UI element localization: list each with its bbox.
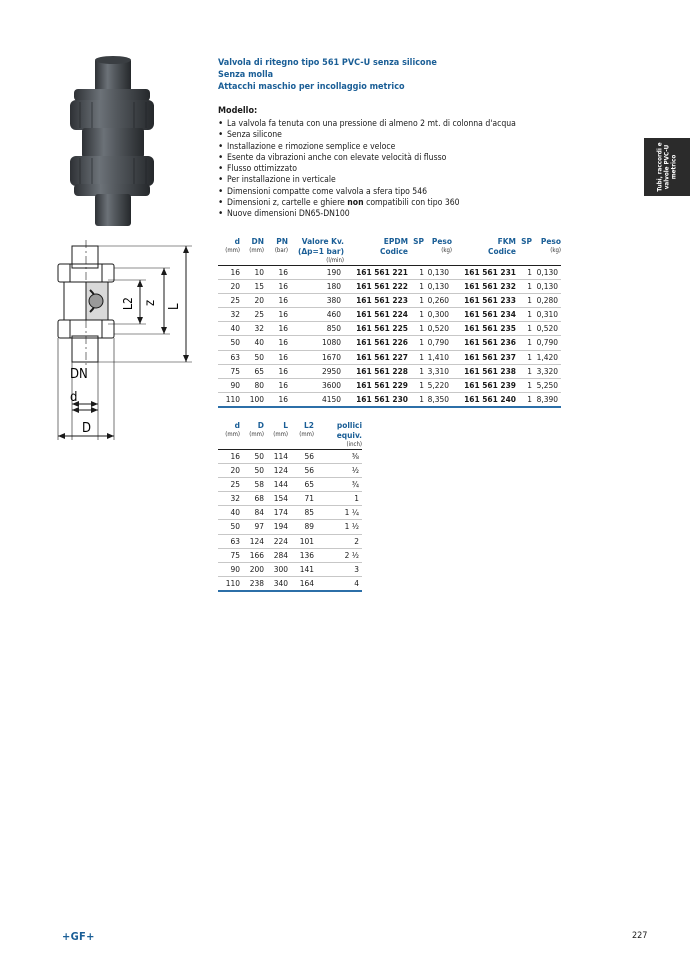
- table-cell: 190: [288, 266, 344, 280]
- table-cell: 194: [264, 520, 288, 534]
- table-cell: 100: [240, 392, 264, 407]
- col-header-dn: [240, 236, 264, 266]
- col-header-label: D: [257, 420, 264, 430]
- table-cell: 80: [240, 378, 264, 392]
- table-cell: 75: [218, 364, 240, 378]
- dim-label-z: z: [143, 299, 158, 306]
- table-cell: 40: [218, 322, 240, 336]
- table-cell: 1: [516, 294, 532, 308]
- col-header-unit: (mm): [225, 247, 240, 254]
- col-header-kv: [288, 236, 344, 266]
- col-header-label: (Δp=1 bar): [297, 246, 344, 256]
- table-cell: 238: [240, 576, 264, 591]
- table-cell: 1,410: [424, 350, 452, 364]
- feature-item: • Per installazione in verticale: [218, 175, 578, 186]
- technical-drawing: [50, 240, 200, 450]
- col-header-unit: (kg): [441, 247, 452, 254]
- table-cell: 110: [218, 576, 240, 591]
- col-header-pn: [264, 236, 288, 266]
- col-header-label: Peso: [540, 236, 561, 246]
- table-cell: 68: [240, 492, 264, 506]
- table-cell: 161 561 235: [452, 322, 516, 336]
- table-cell: 32: [218, 492, 240, 506]
- col-header-d: [218, 420, 240, 450]
- table-cell: 20: [240, 294, 264, 308]
- col-header-unit: (kg): [550, 247, 561, 254]
- col-header-sp: [408, 236, 424, 266]
- table-cell: 154: [264, 492, 288, 506]
- table-cell: 0,260: [424, 294, 452, 308]
- table-cell: 161 561 224: [344, 308, 408, 322]
- table-row: [218, 520, 362, 534]
- table-cell: 101: [288, 534, 314, 548]
- table-row: [218, 308, 561, 322]
- table-cell: 15: [240, 280, 264, 294]
- table-cell: 97: [240, 520, 264, 534]
- table-cell: 0,130: [532, 280, 561, 294]
- table-cell: 1: [408, 350, 424, 364]
- table-cell: 4: [314, 576, 362, 591]
- col-header-label: EPDM: [383, 236, 408, 246]
- table-row: [218, 492, 362, 506]
- table-cell: 32: [240, 322, 264, 336]
- col-header-label: L: [283, 420, 288, 430]
- table-cell: ½: [314, 464, 362, 478]
- table-cell: 16: [264, 280, 288, 294]
- table-cell: 3: [314, 562, 362, 576]
- table-cell: 224: [264, 534, 288, 548]
- table-cell: 16: [264, 378, 288, 392]
- table-cell: 50: [240, 464, 264, 478]
- table-cell: 40: [218, 506, 240, 520]
- feature-item: • Installazione e rimozione semplice e veloce: [218, 142, 578, 153]
- table-cell: 1: [516, 392, 532, 407]
- chapter-tab-line: metrico: [670, 154, 678, 180]
- table-cell: 161 561 238: [452, 364, 516, 378]
- table-cell: 5,250: [532, 378, 561, 392]
- col-header-length: [264, 420, 288, 450]
- table-cell: 1 ¼: [314, 506, 362, 520]
- table-cell: 0,130: [424, 280, 452, 294]
- col-header-label: pollici: [336, 420, 362, 430]
- table-cell: 8,350: [424, 392, 452, 407]
- table-cell: 0,300: [424, 308, 452, 322]
- table-cell: 174: [264, 506, 288, 520]
- table-cell: 85: [288, 506, 314, 520]
- table-cell: 1: [408, 280, 424, 294]
- table-cell: 16: [264, 294, 288, 308]
- dim-label-l2: L2: [121, 297, 135, 310]
- table-cell: 65: [240, 364, 264, 378]
- feature-list: [218, 119, 578, 221]
- table-header-row: [218, 236, 561, 266]
- feature-text: Dimensioni z, cartelle e ghiere: [227, 198, 348, 209]
- table-cell: 90: [218, 562, 240, 576]
- table-cell: 0,790: [424, 336, 452, 350]
- table-cell: 1080: [288, 336, 344, 350]
- col-header-label: Valore Kv.: [301, 236, 344, 246]
- chapter-tab[interactable]: [644, 138, 690, 196]
- table-cell: 90: [218, 378, 240, 392]
- table-cell: 124: [240, 534, 264, 548]
- table-row: [218, 562, 362, 576]
- feature-item: • Nuove dimensioni DN65-DN100: [218, 209, 578, 220]
- table-row: [218, 478, 362, 492]
- table-row: [218, 506, 362, 520]
- col-header-inch: [314, 420, 362, 450]
- col-header-label: Peso: [431, 236, 452, 246]
- table-cell: 3600: [288, 378, 344, 392]
- table-cell: 164: [288, 576, 314, 591]
- product-code-table-body: [218, 266, 561, 407]
- table-cell: 1: [516, 364, 532, 378]
- table-row: [218, 534, 362, 548]
- col-header-label: DN: [251, 236, 264, 246]
- table-cell: 25: [240, 308, 264, 322]
- chapter-tab-line: Tubi, raccordi e: [656, 142, 664, 192]
- table-cell: ¾: [314, 478, 362, 492]
- table-cell: 0,310: [532, 308, 561, 322]
- table-cell: 0,130: [424, 266, 452, 280]
- col-header-unit: (l/min): [326, 257, 344, 264]
- table-cell: 1: [516, 322, 532, 336]
- table-cell: 1: [516, 336, 532, 350]
- table-cell: 56: [288, 450, 314, 464]
- col-header-unit: (bar): [274, 247, 288, 254]
- col-header-weight: [424, 236, 452, 266]
- table-cell: 1670: [288, 350, 344, 364]
- table-cell: 161 561 222: [344, 280, 408, 294]
- col-header-epdm-code: [344, 236, 408, 266]
- col-header-label: PN: [276, 236, 288, 246]
- feature-item: • Esente da vibrazioni anche con elevate velocità di flusso: [218, 153, 578, 164]
- col-header-l2: [288, 420, 314, 450]
- table-cell: 166: [240, 548, 264, 562]
- table-cell: 10: [240, 266, 264, 280]
- table-cell: 16: [264, 336, 288, 350]
- table-row: [218, 336, 561, 350]
- table-cell: 71: [288, 492, 314, 506]
- dim-label-d-small: d: [70, 390, 78, 405]
- table-cell: 16: [264, 350, 288, 364]
- table-cell: 161 561 234: [452, 308, 516, 322]
- table-cell: 0,790: [532, 336, 561, 350]
- table-cell: 0,130: [532, 266, 561, 280]
- table-cell: 161 561 232: [452, 280, 516, 294]
- col-header-fkm-code: [452, 236, 516, 266]
- table-cell: 284: [264, 548, 288, 562]
- table-cell: 161 561 239: [452, 378, 516, 392]
- table-cell: 16: [218, 450, 240, 464]
- table-cell: 1: [516, 266, 532, 280]
- table-row: [218, 450, 362, 464]
- table-cell: 63: [218, 350, 240, 364]
- table-cell: 1: [408, 336, 424, 350]
- col-header-d: [218, 236, 240, 266]
- col-header-label: SP: [413, 236, 424, 246]
- table-cell: 8,390: [532, 392, 561, 407]
- dimensions-table: [218, 420, 362, 592]
- feature-item: [218, 198, 578, 209]
- col-header-outer-d: [240, 420, 264, 450]
- table-cell: 0,520: [532, 322, 561, 336]
- col-header-unit: (mm): [249, 431, 264, 438]
- table-cell: 89: [288, 520, 314, 534]
- table-cell: 124: [264, 464, 288, 478]
- chapter-tab-line: valvole PVC-U: [663, 144, 671, 190]
- table-row: [218, 350, 561, 364]
- product-subtitle-spring: Senza molla: [218, 70, 274, 80]
- dim-label-dn: DN: [70, 367, 88, 382]
- product-subtitle-connection: Attacchi maschio per incollaggio metrico: [218, 82, 405, 92]
- table-cell: 0,280: [532, 294, 561, 308]
- table-cell: 1: [408, 294, 424, 308]
- col-header-weight: [532, 236, 561, 266]
- table-cell: 40: [240, 336, 264, 350]
- col-header-sp: [516, 236, 532, 266]
- table-row: [218, 576, 362, 591]
- table-row: [218, 280, 561, 294]
- table-cell: 5,220: [424, 378, 452, 392]
- table-cell: 161 561 225: [344, 322, 408, 336]
- table-cell: 4150: [288, 392, 344, 407]
- model-heading: Modello:: [218, 106, 258, 116]
- table-cell: ⅜: [314, 450, 362, 464]
- table-cell: 1: [516, 350, 532, 364]
- table-cell: 1: [516, 308, 532, 322]
- feature-item: • Flusso ottimizzato: [218, 164, 578, 175]
- table-cell: 32: [218, 308, 240, 322]
- table-cell: 3,310: [424, 364, 452, 378]
- table-cell: 200: [240, 562, 264, 576]
- table-cell: 1,420: [532, 350, 561, 364]
- table-row: [218, 266, 561, 280]
- gf-logo: +GF+: [62, 930, 95, 943]
- col-header-label: equiv.: [336, 430, 362, 440]
- feature-text: compatibili con tipo 360: [363, 198, 460, 209]
- table-cell: 2950: [288, 364, 344, 378]
- table-cell: 1: [516, 280, 532, 294]
- table-cell: 84: [240, 506, 264, 520]
- table-row: [218, 464, 362, 478]
- table-cell: 161 561 226: [344, 336, 408, 350]
- table-cell: 161 561 237: [452, 350, 516, 364]
- table-cell: 141: [288, 562, 314, 576]
- table-cell: 20: [218, 464, 240, 478]
- table-cell: 161 561 240: [452, 392, 516, 407]
- table-cell: 161 561 233: [452, 294, 516, 308]
- table-cell: 460: [288, 308, 344, 322]
- table-cell: 1 ½: [314, 520, 362, 534]
- col-header-unit: (inch): [346, 441, 362, 448]
- dim-label-l: L: [167, 303, 182, 310]
- table-cell: 3,320: [532, 364, 561, 378]
- table-cell: 65: [288, 478, 314, 492]
- table-cell: 850: [288, 322, 344, 336]
- table-cell: 161 561 236: [452, 336, 516, 350]
- col-header-unit: (mm): [273, 431, 288, 438]
- table-cell: 1: [408, 266, 424, 280]
- table-cell: 161 561 227: [344, 350, 408, 364]
- table-cell: 161 561 229: [344, 378, 408, 392]
- table-cell: 1: [408, 308, 424, 322]
- col-header-label: Codice: [380, 246, 408, 256]
- col-header-label: Codice: [488, 246, 516, 256]
- table-cell: 180: [288, 280, 344, 294]
- table-cell: 1: [408, 378, 424, 392]
- table-cell: 1: [408, 364, 424, 378]
- table-row: [218, 548, 362, 562]
- table-cell: 16: [264, 392, 288, 407]
- table-cell: 114: [264, 450, 288, 464]
- table-cell: 50: [240, 350, 264, 364]
- table-row: [218, 322, 561, 336]
- table-cell: 136: [288, 548, 314, 562]
- table-cell: 161 561 231: [452, 266, 516, 280]
- table-cell: 50: [240, 450, 264, 464]
- col-header-label: d: [234, 236, 240, 246]
- feature-emphasis: non: [347, 198, 364, 209]
- table-cell: 1: [408, 322, 424, 336]
- table-cell: 161 561 230: [344, 392, 408, 407]
- table-cell: 16: [218, 266, 240, 280]
- table-cell: 58: [240, 478, 264, 492]
- col-header-unit: (mm): [225, 431, 240, 438]
- table-cell: 50: [218, 520, 240, 534]
- col-header-label: d: [234, 420, 240, 430]
- col-header-label: L2: [304, 420, 314, 430]
- col-header-unit: (mm): [299, 431, 314, 438]
- table-cell: 20: [218, 280, 240, 294]
- col-header-unit: (mm): [249, 247, 264, 254]
- table-cell: 380: [288, 294, 344, 308]
- table-cell: 16: [264, 364, 288, 378]
- table-cell: 2 ½: [314, 548, 362, 562]
- table-cell: 161 561 223: [344, 294, 408, 308]
- feature-item: • Dimensioni compatte come valvola a sfera tipo 546: [218, 187, 578, 198]
- table-cell: 340: [264, 576, 288, 591]
- dimensions-table-body: [218, 450, 362, 591]
- chapter-tab-label: [657, 138, 678, 196]
- table-cell: 110: [218, 392, 240, 407]
- table-cell: 161 561 221: [344, 266, 408, 280]
- table-cell: 0,520: [424, 322, 452, 336]
- table-row: [218, 392, 561, 407]
- product-photo: [62, 56, 162, 228]
- table-cell: 144: [264, 478, 288, 492]
- table-cell: 75: [218, 548, 240, 562]
- feature-item: • La valvola fa tenuta con una pressione di almeno 2 mt. di colonna d'acqua: [218, 119, 578, 130]
- col-header-label: FKM: [497, 236, 516, 246]
- dim-label-d-large: D: [82, 421, 92, 436]
- col-header-label: SP: [521, 236, 532, 246]
- table-cell: 16: [264, 308, 288, 322]
- product-title: Valvola di ritegno tipo 561 PVC-U senza silicone: [218, 58, 437, 68]
- product-title-block: [218, 57, 437, 93]
- table-row: [218, 364, 561, 378]
- table-cell: 25: [218, 294, 240, 308]
- table-cell: 16: [264, 322, 288, 336]
- table-cell: 50: [218, 336, 240, 350]
- table-cell: 2: [314, 534, 362, 548]
- table-row: [218, 294, 561, 308]
- table-cell: 1: [516, 378, 532, 392]
- table-cell: 161 561 228: [344, 364, 408, 378]
- table-cell: 56: [288, 464, 314, 478]
- table-cell: 16: [264, 266, 288, 280]
- table-row: [218, 378, 561, 392]
- table-cell: 25: [218, 478, 240, 492]
- table-cell: 1: [408, 392, 424, 407]
- product-code-table: [218, 236, 561, 408]
- table-cell: 1: [314, 492, 362, 506]
- table-header-row: [218, 420, 362, 450]
- model-section: [218, 105, 578, 221]
- table-cell: 63: [218, 534, 240, 548]
- feature-item: • Senza silicone: [218, 130, 578, 141]
- page-number: 227: [632, 931, 648, 941]
- table-cell: 300: [264, 562, 288, 576]
